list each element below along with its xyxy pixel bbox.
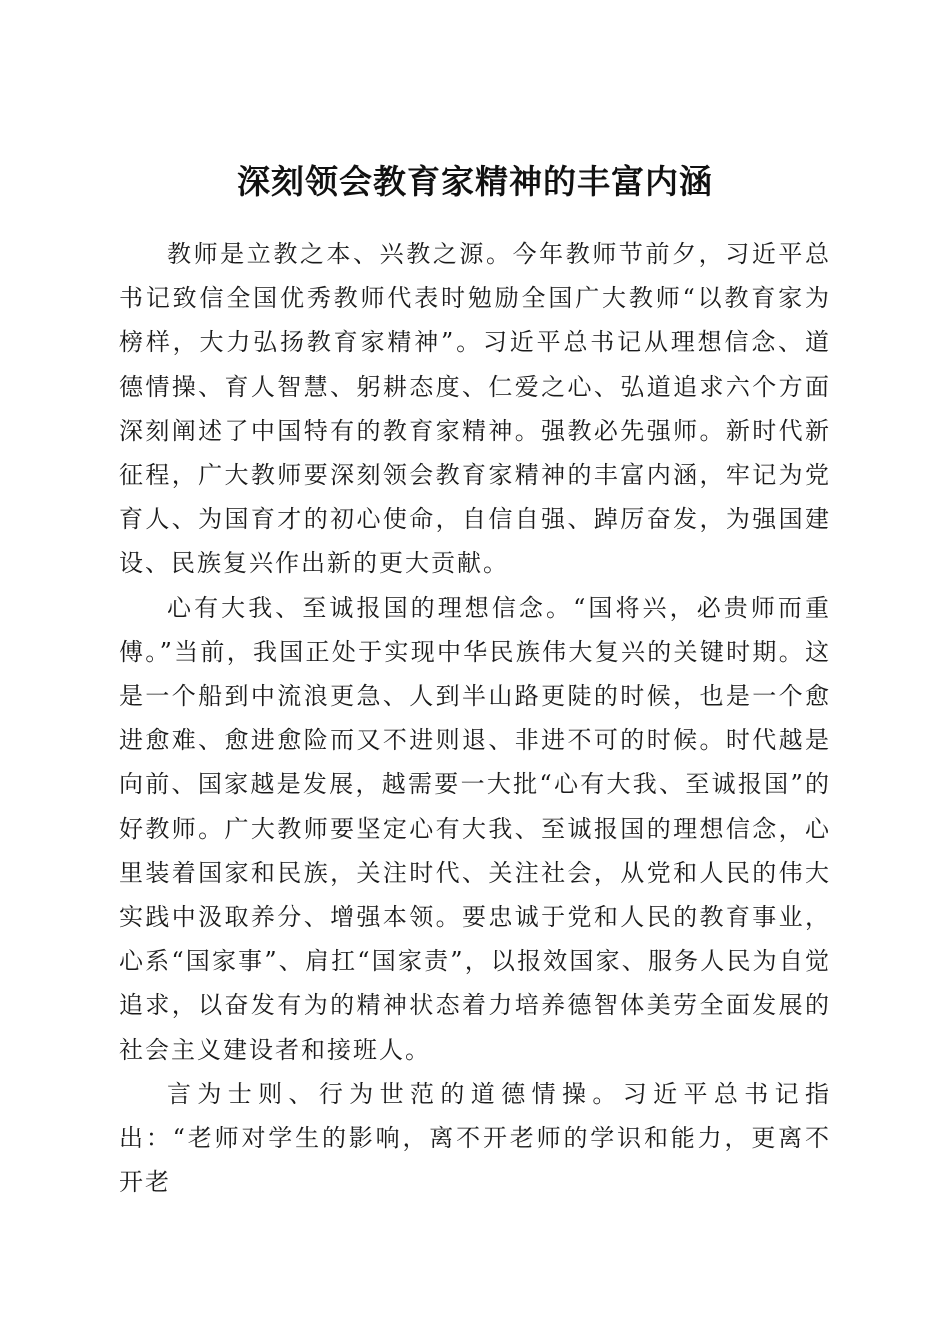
paragraph-ideals: 心有大我、至诚报国的理想信念。“国将兴，必贵师而重傅。”当前，我国正处于实现中华民族伟大复兴的关键时期。这是一个船到中流浪更急、人到半山路更陡的时候，也是一个愈进愈难、愈进愈险而又不进则退、非进不可的时候。时代越是向前、国家越是发展，越需要一大批“心有大我、至诚报国”的好教师。广大教师要坚定心有大我、至诚报国的理想信念，心里装着国家和民族，关注时代、关注社会，从党和人民的伟大实践中汲取养分、增强本领。要忠诚于党和人民的教育事业，心系“国家事”、肩扛“国家责”，以报效国家、服务人民为自觉追求，以奋发有为的精神状态着力培养德智体美劳全面发展的社会主义建设者和接班人。: [119, 593, 831, 1064]
paragraph-morals: 言为士则、行为世范的道德情操。习近平总书记指出：“老师对学生的影响，离不开老师的学识和能力，更离不开老: [119, 1079, 831, 1197]
document-title: 深刻领会教育家精神的丰富内涵: [237, 162, 713, 202]
paragraph-intro: 教师是立教之本、兴教之源。今年教师节前夕，习近平总书记致信全国优秀教师代表时勉励全国广大教师“以教育家为榜样，大力弘扬教育家精神”。习近平总书记从理想信念、道德情操、育人智慧、躬耕态度、仁爱之心、弘道追求六个方面深刻阐述了中国特有的教育家精神。强教必先强师。新时代新征程，广大教师要深刻领会教育家精神的丰富内涵，牢记为党育人、为国育才的初心使命，自信自强、踔厉奋发，为强国建设、民族复兴作出新的更大贡献。: [119, 240, 831, 578]
document-body: [119, 232, 831, 1204]
